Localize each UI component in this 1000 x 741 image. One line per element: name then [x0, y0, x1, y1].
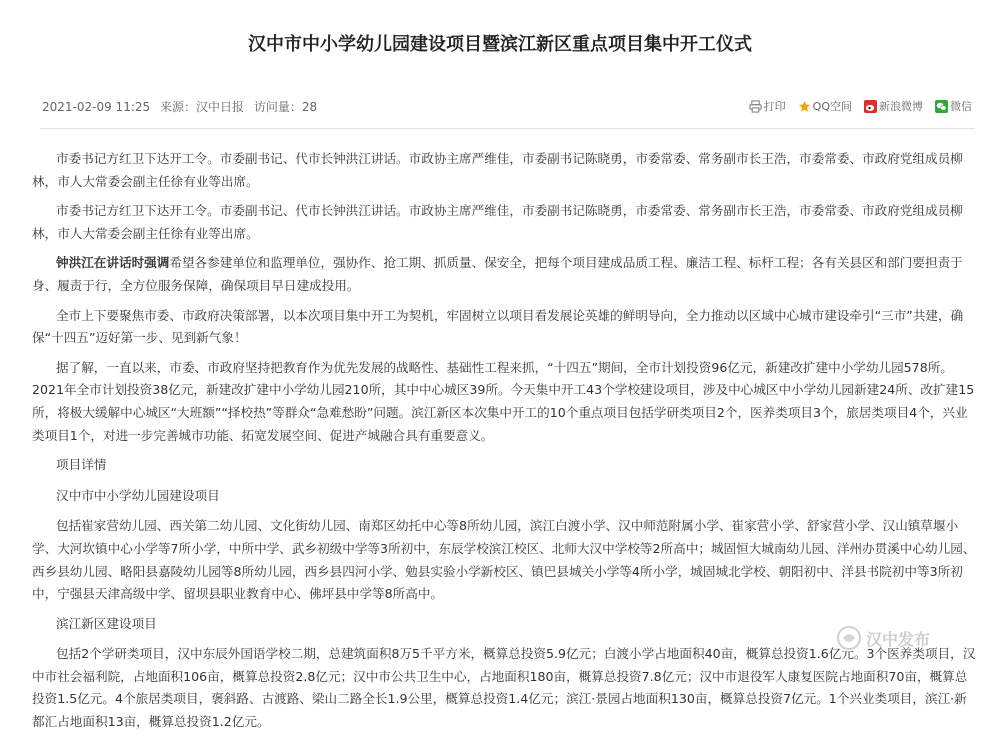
article-title: 汉中市中小学幼儿园建设项目暨滨江新区重点项目集中开工仪式	[248, 34, 752, 55]
paragraph-3-lead: 钟洪江在讲话时强调	[56, 255, 170, 271]
view-count: 访问量：28	[253, 100, 318, 114]
share-qq-button[interactable]	[798, 98, 852, 114]
watermark-text: 汉中发布	[866, 629, 931, 649]
paragraph-1: 市委书记方红卫下达开工令。市委副书记、代市长钟洪江讲话。市政协主席严维佳，市委副书记陈晓勇，市委常委、常务副市长王浩，市委常委、市政府党组成员柳林，市人大常委会副主任徐有业等出席。	[32, 151, 963, 189]
share-weibo-button[interactable]	[864, 98, 923, 114]
share-bar	[737, 98, 972, 114]
share-wechat-button[interactable]	[935, 98, 972, 114]
section-heading-binjiang: 滨江新区建设项目	[56, 615, 157, 631]
weibo-icon	[864, 100, 877, 113]
wechat-label: 微信	[950, 100, 972, 113]
article-body	[32, 148, 977, 741]
printer-icon	[749, 100, 762, 113]
article-meta	[42, 98, 972, 118]
qq-label: QQ空间	[812, 100, 852, 113]
paragraph-3	[32, 252, 977, 297]
article-source: 来源：汉中日报	[159, 100, 244, 114]
paragraph-6: 包括崔家营幼儿园、西关第二幼儿园、文化街幼儿园、南郑区幼托中心等8所幼儿园，滨江白渡小学、汉中师范附属小学、崔家营小学、舒家营小学、汉山镇草堰小学、大河坎镇中心小学等7所小学，中所中学、武乡初级中学等3所初中，东辰学校滨江校区、北师大汉中学校等2所高中；城固恒大城南幼儿园、洋州办贯溪中心幼儿园、西乡县幼儿园、略阳县嘉陵幼儿园等8所幼儿园，西乡县四河小学、勉县实验小学新校区、镇巴县城关小学等4所小学，城固城北学校、朝阳初中、洋县书院初中等3所初中，宁强县天津高级中学、留坝县职业教育中心、佛坪县中学等8所高中。	[32, 518, 976, 602]
print-button[interactable]	[749, 98, 786, 114]
paragraph-3-text: 希望各参建单位和监理单位，强协作、抢工期、抓质量、保安全，把每个项目建成品质工程、廉洁工程、标杆工程；各有关县区和部门要担责于身、履责于行，全方位服务保障，确保项目早日建成投用。	[32, 255, 963, 293]
watermark	[836, 625, 930, 651]
section-heading-details: 项目详情	[56, 457, 107, 473]
print-label: 打印	[763, 100, 786, 113]
section-heading-schools: 汉中市中小学幼儿园建设项目	[56, 487, 220, 503]
publish-date: 2021-02-09 11:25	[42, 100, 151, 114]
wechat-icon	[935, 100, 948, 113]
weibo-label: 新浪微博	[879, 100, 923, 113]
watermark-logo-icon	[836, 625, 862, 651]
paragraph-4: 全市上下要聚焦市委、市政府决策部署，以本次项目集中开工为契机，牢固树立以项目看发展论英雄的鲜明导向，全力推动以区域中心城市建设牵引“三市”共建，确保“十四五”迈好第一步、见到新气象！	[32, 307, 964, 346]
paragraph-7: 包括2个学研类项目，汉中东辰外国语学校二期，总建筑面积8万5千平方米，概算总投资5.9亿元；白渡小学占地面积40亩，概算总投资1.6亿元。3个医养类项目，汉中市社会福利院，占地面积106亩，概算总投资2.8亿元；汉中市公共卫生中心，占地面积180亩，概算总投资7.8亿元；汉中市退役军人康复医院占地面积70亩，概算总投资1.5亿元。4个旅居类项目，褒斜路、古渡路、梁山二路全长1.9公里，概算总投资1.4亿元；滨江·景园占地面积130亩，概算总投资7亿元。1个兴业类项目，滨江·新都汇占地面积13亩，概算总投资1.2亿元。	[32, 646, 976, 730]
paragraph-2: 市委书记方红卫下达开工令。市委副书记、代市长钟洪江讲话。市政协主席严维佳，市委副书记陈晓勇，市委常委、常务副市长王浩，市委常委、市政府党组成员柳林，市人大常委会副主任徐有业等出席。	[32, 203, 963, 241]
meta-divider	[40, 128, 975, 129]
paragraph-5: 据了解，一直以来，市委、市政府坚持把教育作为优先发展的战略性、基础性工程来抓，“十四五”期间，全市计划投资96亿元，新建改扩建中小学幼儿园578所。2021年全市计划投资38亿元，新建改扩建中小学幼儿园210所，其中中心城区39所。今天集中开工43个学校建设项目，涉及中心城区中小学幼儿园新建24所、改扩建15所，将极大缓解中心城区“大班额”“择校热”等群众“急难愁盼”问题。滨江新区本次集中开工的10个重点项目包括学研类项目2个，医养类项目3个，旅居类项目4个，兴业类项目1个，对进一步完善城市功能、拓宽发展空间、促进产城融合具有重要意义。	[32, 359, 975, 443]
qq-zone-icon	[798, 100, 811, 113]
